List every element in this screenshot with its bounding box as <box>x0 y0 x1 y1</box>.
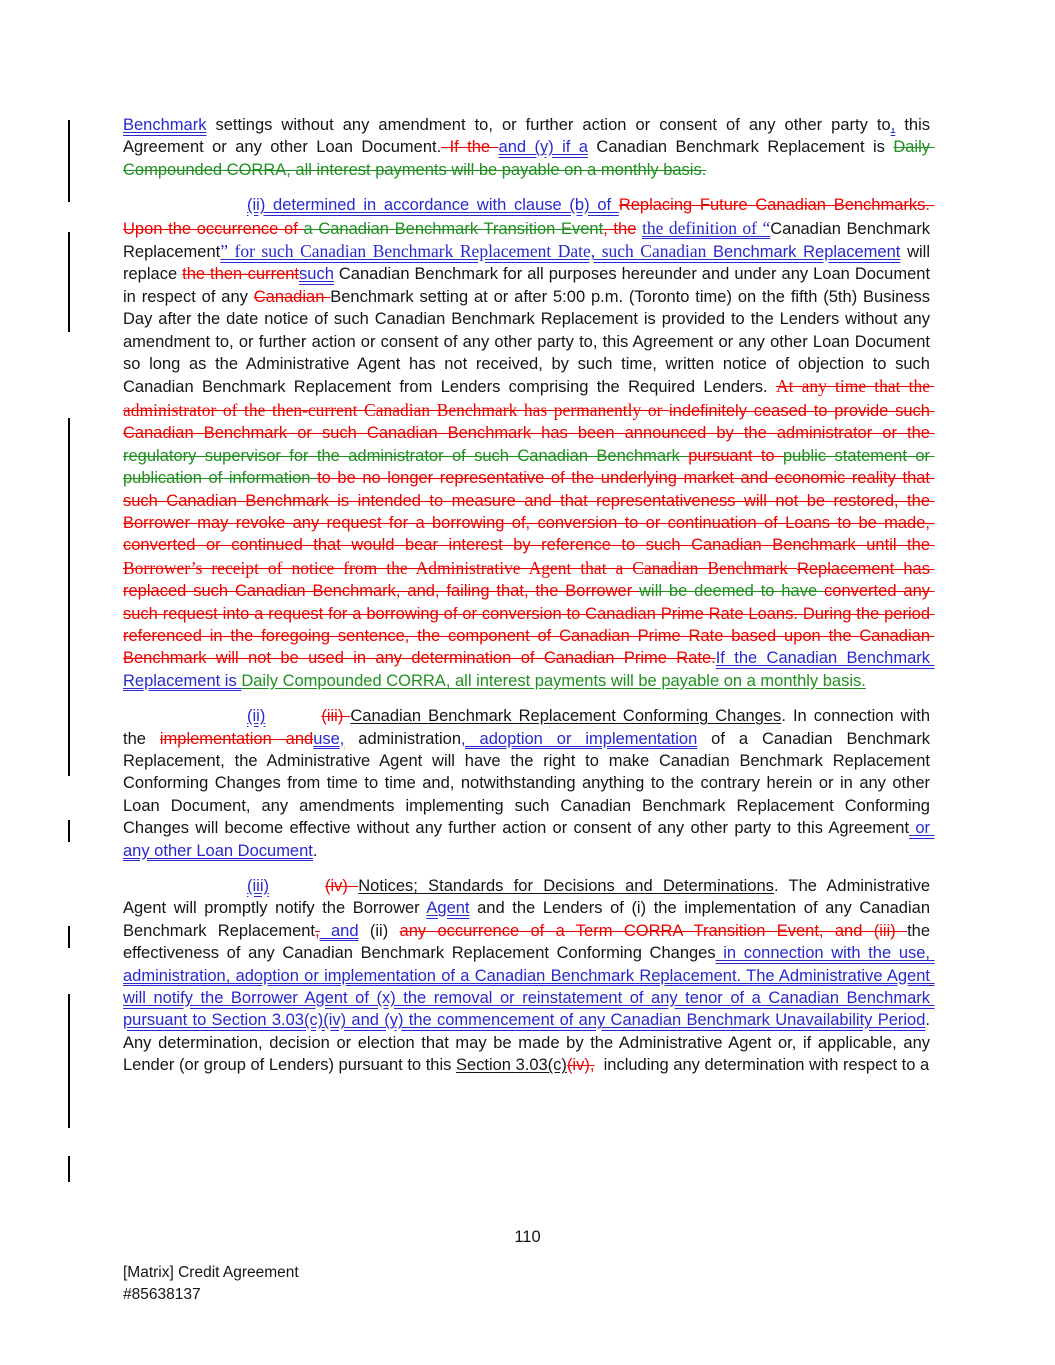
text-run: At any time that the administrator of the then-current Canadian Benchmark has permanently or <box>123 376 935 420</box>
text-run: (iii) <box>321 707 351 726</box>
text-run: Daily Compounded CORRA, all interest payments will be payable on a monthly basis. <box>123 138 935 179</box>
text-run: Section 3.03(c) <box>455 1056 567 1075</box>
text-run: (iv), <box>566 1056 595 1075</box>
text-run: . <box>312 841 318 860</box>
text-run: the definition of “ <box>642 217 771 238</box>
text-run: Replacement has replaced such Canadian Benchmark, and, failing that, the Borrower <box>123 559 935 601</box>
text-run: and the Lenders of (i) the implementation of any Canadian Benchmark Replacement <box>123 899 935 940</box>
text-run: (ii) <box>247 196 266 215</box>
text-run: in connection with the use, administration, adoption or implementation of a Canadian Benchmark Replacement. The Administrative Agent will notify the Borrower Agent of (x) the removal or reinstatement of any tenor of a Canadian Benchmark pursuant to Section 3.03(c)(iv) and (y) the commencement of any Canadian Benchmark Unavailability Period <box>123 944 935 1030</box>
text-run: Canadian Benchmark for all purposes hereunder and under any Loan Document in respect of any <box>123 265 935 306</box>
change-bar <box>68 820 70 842</box>
text-run: such <box>299 265 334 284</box>
change-bar <box>68 418 70 776</box>
text-run: , <box>315 921 320 940</box>
text-run: (ii) <box>247 707 266 726</box>
page-number: 110 <box>514 1228 541 1246</box>
text-run: Borrower’s receipt of notice from the Administrative Agent that a Canadian Benchmark <box>123 557 797 578</box>
text-run: public statement or publication of information <box>123 446 935 488</box>
change-bar <box>68 926 70 948</box>
text-run: converted any such request into a request for a borrowing of or conversion to Canadian Prime Rate Loans. During the period referenced in the foregoing sentence, the component of Canadian Prime Rate based upon the Canadian Benchmark will not be used in any determination of Canadian Prime Rate. <box>123 582 935 668</box>
text-run: settings without any amendment to, or further action or consent of any other party to <box>206 116 891 134</box>
paragraph <box>123 114 935 181</box>
text-run: , adoption or implementation <box>461 729 698 748</box>
footer-doc-number: #85638137 <box>123 1286 201 1303</box>
text-run: Canadian Benchmark Replacement Conforming Changes <box>350 707 782 726</box>
text-run: administration <box>344 729 462 748</box>
text-run: and <box>319 921 359 940</box>
text-run: ” for such Canadian Benchmark Replacement Date, such Canadian <box>220 241 713 262</box>
text-run: Notices; Standards for Decisions and Determinations <box>358 877 774 895</box>
text-run: pursuant to <box>688 446 783 465</box>
text-run: any occurrence of a Term CORRA Transition Event, and (iii) <box>399 921 908 940</box>
text-run: , the <box>603 219 637 238</box>
text-run: indefinitely ceased to provide such Canadian Benchmark or such Canadian Benchmark has been announced by the administrator or the <box>123 401 935 443</box>
text-run: Replacing Future Canadian Benchmarks. Upon the occurrence of <box>123 196 935 238</box>
change-bar <box>68 232 70 332</box>
footer-doc-title: [Matrix] Credit Agreement <box>123 1264 299 1281</box>
text-run: implementation and <box>159 729 314 748</box>
text-run: to be no longer representative of the underlying market and economic reality that such Canadian Benchmark is intended to measure and that representativeness will not be restored, the Borrower may revoke any request for a borrowing of, conversion to or continuation of Loans to be made, converted or continued that would bear interest by reference to such Canadian Benchmark until the <box>123 469 935 555</box>
text-run: . Any determination, decision or election that may be made by the Administrative Agent or, if applicable, any Lender (or group of Lenders) pursuant to this <box>123 1011 935 1075</box>
text-run: determined in accordance with clause (b) of <box>265 196 619 215</box>
paragraph <box>123 705 935 862</box>
text-run: the then-current <box>182 265 300 284</box>
text-run: If the <box>441 138 499 157</box>
text-run: including any determination with respect to a <box>594 1056 930 1075</box>
text-run: (iv) <box>325 877 359 895</box>
document-footer <box>123 1262 299 1306</box>
change-bar <box>68 994 70 1128</box>
text-run: Benchmark <box>123 116 207 134</box>
text-run: this Agreement or any other Loan Document. <box>123 116 934 157</box>
text-run: . In connection with the <box>123 707 935 748</box>
text-run: the effectiveness of any Canadian Benchmark Replacement Conforming Changes <box>123 921 935 963</box>
text-run: a Canadian Benchmark Transition Event <box>303 219 604 238</box>
text-run: will replace <box>123 243 935 284</box>
text-run: of a Canadian Benchmark Replacement, the Administrative Agent will have the right to make Canadian Benchmark Replacement Conforming Changes from time to time and, notwithstanding anything to the contrary herein or in any other Loan Document, any amendments implementing such Canadian Benchmark Replacement Conforming Changes will become effective without any further action or consent of any other party to this Agreement <box>123 729 935 838</box>
text-run: Canadian <box>253 287 331 306</box>
text-run: (iii) <box>247 877 269 895</box>
text-run: will be deemed to have <box>639 582 825 601</box>
text-run: (ii) <box>358 921 400 940</box>
document-body <box>123 114 935 1090</box>
change-bar <box>68 120 70 202</box>
text-run: , <box>890 116 896 134</box>
text-run: and (y) if a <box>498 138 588 157</box>
text-run: regulatory supervisor for the administrator of such Canadian Benchmark <box>123 446 689 465</box>
text-run: If the Canadian Benchmark Replacement is <box>123 649 935 690</box>
text-run: Daily Compounded CORRA, all interest payments will be payable on a monthly basis. <box>241 671 866 690</box>
text-run: . The Administrative Agent will promptly notify the Borrower <box>123 877 934 918</box>
text-run: use, <box>313 729 345 748</box>
text-run: Benchmark setting at or after 5:00 p.m. (Toronto time) on the fifth (5th) Business Day after the date notice of such Canadian Benchmark Replacement is provided to the Lenders without any amendment to, or further action or consent of any other party to, this Agreement or any other Loan Document so long as the Administrative Agent has not received, by such time, written notice of objection to such Canadian Benchmark Replacement from Lenders comprising the Required Lenders. <box>123 287 935 397</box>
text-run: or any other Loan Document <box>123 819 935 860</box>
text-run: Canadian Benchmark Replacement is <box>587 138 894 157</box>
text-run: Canadian Benchmark Replacement <box>123 219 935 262</box>
text-run: Benchmark Replacement <box>712 243 901 262</box>
change-bar <box>68 1156 70 1182</box>
text-run: Agent <box>426 899 470 918</box>
paragraph <box>123 875 935 1077</box>
paragraph <box>123 194 935 692</box>
